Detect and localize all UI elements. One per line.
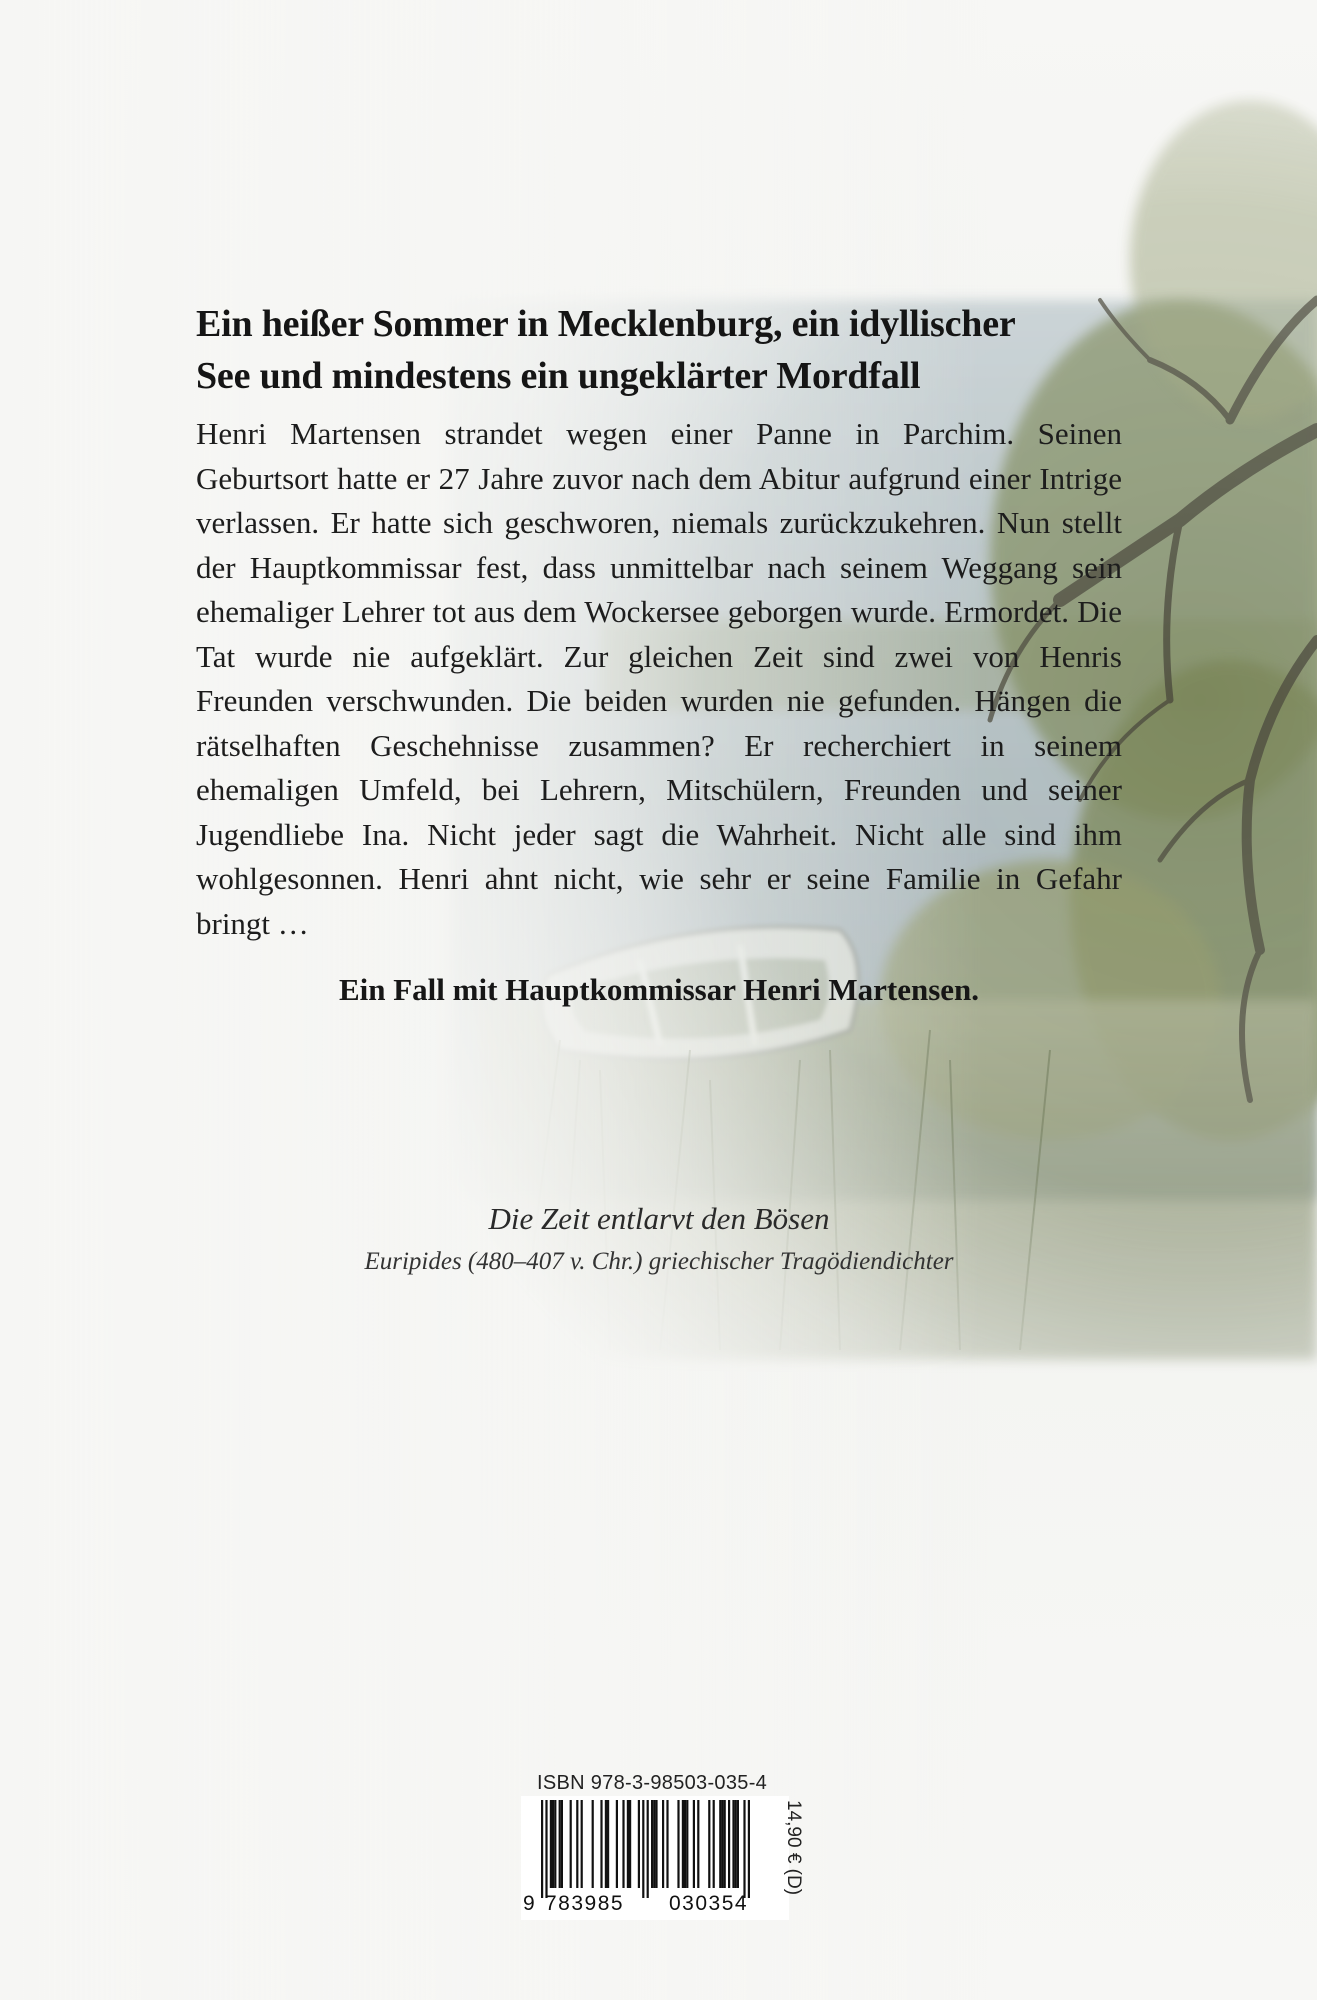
barcode-bar [647, 1800, 649, 1898]
epigraph-quote: Die Zeit entlarvt den Bösen [488, 1201, 830, 1236]
barcode-bar [570, 1800, 572, 1888]
barcode-bar [677, 1800, 679, 1888]
barcode-bar [719, 1800, 721, 1888]
barcode-bar [666, 1800, 668, 1888]
barcode-right-digits: 030354 [669, 1892, 749, 1915]
barcode-bar [653, 1800, 655, 1888]
barcode-bar [737, 1800, 739, 1888]
barcode-bar [713, 1800, 715, 1888]
headline-line-2: See und mindestens ein ungeklärter Mordfall [196, 355, 921, 397]
series-tagline: Ein Fall mit Hauptkommissar Henri Martensen. [338, 972, 980, 1007]
barcode-left-digits: 783985 [545, 1892, 625, 1915]
back-cover-text [196, 298, 1122, 1012]
headline [196, 298, 1122, 402]
barcode-bar [550, 1800, 552, 1888]
barcode-bar [651, 1800, 653, 1888]
barcode [521, 1796, 789, 1920]
barcode-bar [622, 1800, 624, 1888]
barcode-bar [552, 1800, 554, 1888]
barcode-bar [693, 1800, 695, 1888]
barcode-bar [638, 1800, 640, 1888]
barcode-bar [616, 1800, 618, 1888]
barcode-bar [592, 1800, 594, 1888]
barcode-lead-digit: 9 [523, 1892, 537, 1915]
barcode-bar [697, 1800, 699, 1888]
barcode-bar [642, 1800, 644, 1898]
barcode-bar [576, 1800, 578, 1888]
barcode-bar [559, 1800, 561, 1888]
barcode-bar [607, 1800, 609, 1888]
barcode-bar [732, 1800, 734, 1888]
price-label [778, 1800, 808, 1930]
isbn-label: ISBN 978-3-98503-035-4 [537, 1772, 768, 1794]
blurb-text: Henri Martensen strandet wegen einer Panne in Parchim. Seinen Geburtsort hatte er 27 Jahre zuvor nach dem Abitur aufgrund einer Intrige verlassen. Er hatte sich geschworen, niemals zurückzukehren. Nun stellt der Hauptkommissar fest, dass unmittelbar nach seinem Weggang sein ehemaliger Lehrer tot aus dem Wockersee geborgen wurde. Ermordet. Die Tat wurde nie aufgeklärt. Zur gleichen Zeit sind zwei von Henris Freunden verschwunden. Die beiden wurden nie gefunden. Hängen die rätselhaften Geschehnisse zusammen? Er recherchiert in seinem ehemaligen Umfeld, bei Lehrern, Mitschülern, Freunden und seiner Jugendliebe Ina. Nicht jeder sagt die Wahrheit. Nicht alle sind ihm wohlgesonnen. Henri ahnt nicht, wie sehr er seine Familie in Gefahr bringt … [196, 416, 1122, 941]
barcode-bar [662, 1800, 664, 1888]
barcode-bar [600, 1800, 602, 1888]
barcode-bar [554, 1800, 556, 1888]
barcode-bar [686, 1800, 688, 1888]
barcode-bar [605, 1800, 607, 1888]
barcode-bar [545, 1800, 547, 1898]
barcode-bar [627, 1800, 629, 1888]
barcode-bar [708, 1800, 710, 1888]
barcode-bar [581, 1800, 583, 1888]
barcode-bar [561, 1800, 563, 1888]
barcode-bar [684, 1800, 686, 1888]
barcode-bar [655, 1800, 657, 1888]
barcode-bar [728, 1800, 730, 1888]
epigraph [196, 1196, 1122, 1282]
barcode-bar [629, 1800, 631, 1888]
headline-line-1: Ein heißer Sommer in Mecklenburg, ein idyllischer [196, 303, 1016, 345]
barcode-bar [748, 1800, 750, 1898]
barcode-bar [682, 1800, 684, 1888]
barcode-bar [541, 1800, 543, 1898]
price-text: 14,90 € (D) [783, 1800, 804, 1896]
barcode-bar [721, 1800, 723, 1888]
barcode-bar [735, 1800, 737, 1888]
epigraph-attribution: Euripides (480–407 v. Chr.) griechischer Tragödiendichter [364, 1248, 954, 1275]
barcode-bar [724, 1800, 726, 1888]
barcode-bar [743, 1800, 745, 1898]
